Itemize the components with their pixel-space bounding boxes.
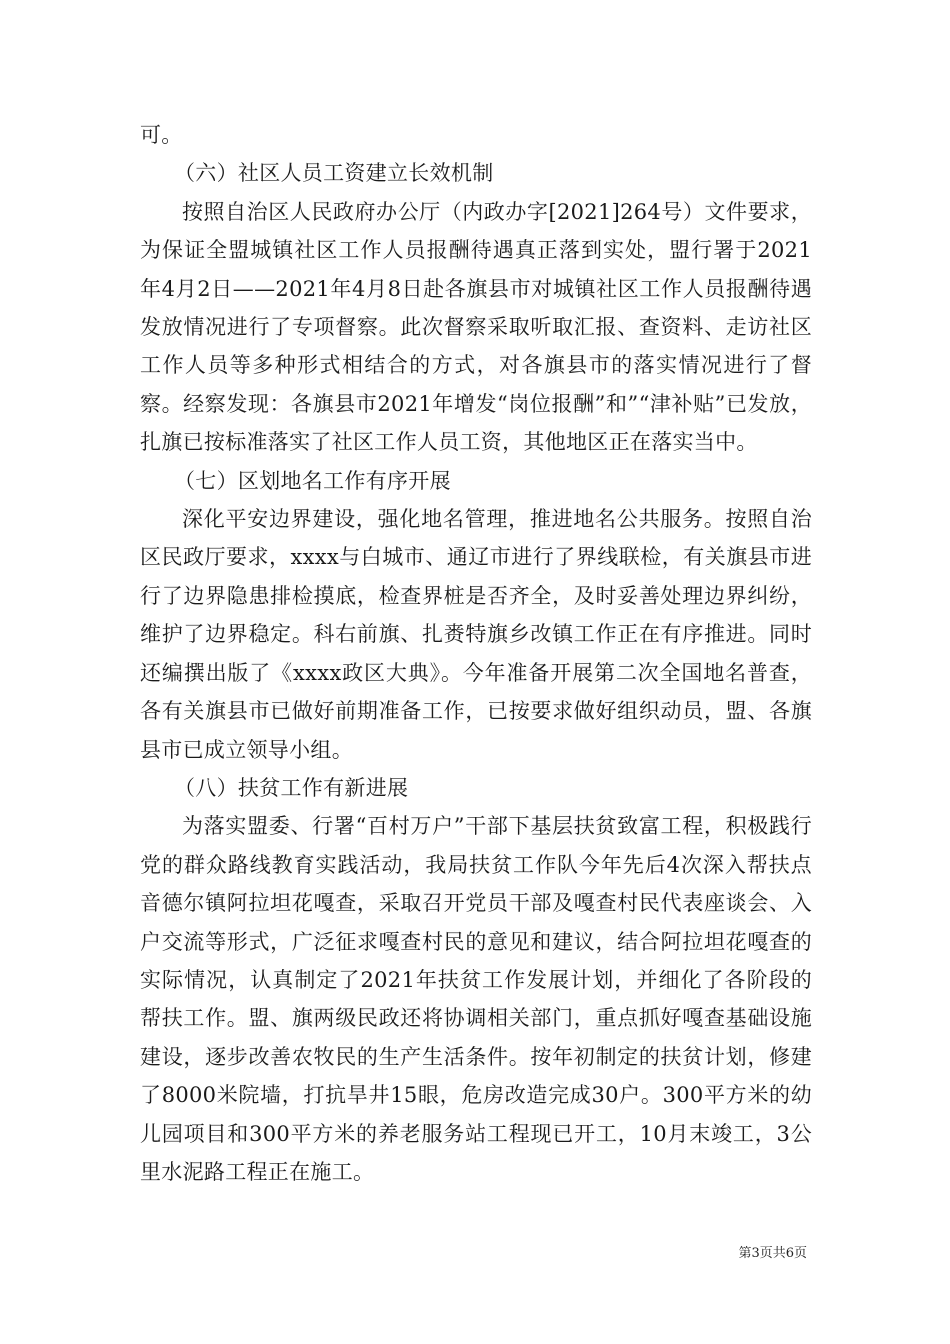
section-body-6: 按照自治区人民政府办公厅（内政办字[2021]264号）文件要求，为保证全盟城镇社区工作人员报酬待遇真正落到实处，盟行署于2021年4月2日——2021年4月8日赴各旗县市对城镇社区工作人员报酬待遇发放情况进行了专项督察。此次督察采取听取汇报、查资料、走访社区工作人员等多种形式相结合的方式，对各旗县市的落实情况进行了督察。经察发现：各旗县市2021年增发“岗位报酬”和”“津补贴”已发放，扎旗已按标准落实了社区工作人员工资，其他地区正在落实当中。: [140, 199, 812, 455]
section-heading-7: （七）区划地名工作有序开展: [174, 468, 451, 493]
section-heading-6: （六）社区人员工资建立长效机制: [174, 161, 494, 186]
continuation-text: 可。: [140, 123, 183, 147]
section-body-7: 深化平安边界建设，强化地名管理，推进地名公共服务。按照自治区民政厅要求，xxxx与白城市、通辽市进行了界线联检，有关旗县市进行了边界隐患排检摸底，检查界桩是否齐全，及时妥善处理边界纠纷，维护了边界稳定。科右前旗、扎赉特旗乡改镇工作正在有序推进。同时还编撰出版了《xxxx政区大典》。今年准备开展第二次全国地名普查，各有关旗县市已做好前期准备工作，已按要求做好组织动员，盟、各旗县市已成立领导小组。: [140, 507, 812, 762]
section-body-8: 为落实盟委、行署“百村万户”干部下基层扶贫致富工程，积极践行党的群众路线教育实践活动，我局扶贫工作队今年先后4次深入帮扶点音德尔镇阿拉坦花嘎查，采取召开党员干部及嘎查村民代表座谈会、入户交流等形式，广泛征求嘎查村民的意见和建议，结合阿拉坦花嘎查的实际情况，认真制定了2021年扶贫工作发展计划，并细化了各阶段的帮扶工作。盟、旗两级民政还将协调相关部门，重点抓好嘎查基础设施建设，逐步改善农牧民的生产生活条件。按年初制定的扶贫计划，修建了8000米院墙，打抗旱井15眼，危房改造完成30户。300平方米的幼儿园项目和300平方米的养老服务站工程现已开工，10月末竣工，3公里水泥路工程正在施工。: [140, 814, 812, 1184]
document-body: [140, 116, 812, 1191]
page-number: 第3页共6页: [738, 1246, 807, 1261]
section-heading-8: （八）扶贫工作有新进展: [174, 775, 409, 800]
